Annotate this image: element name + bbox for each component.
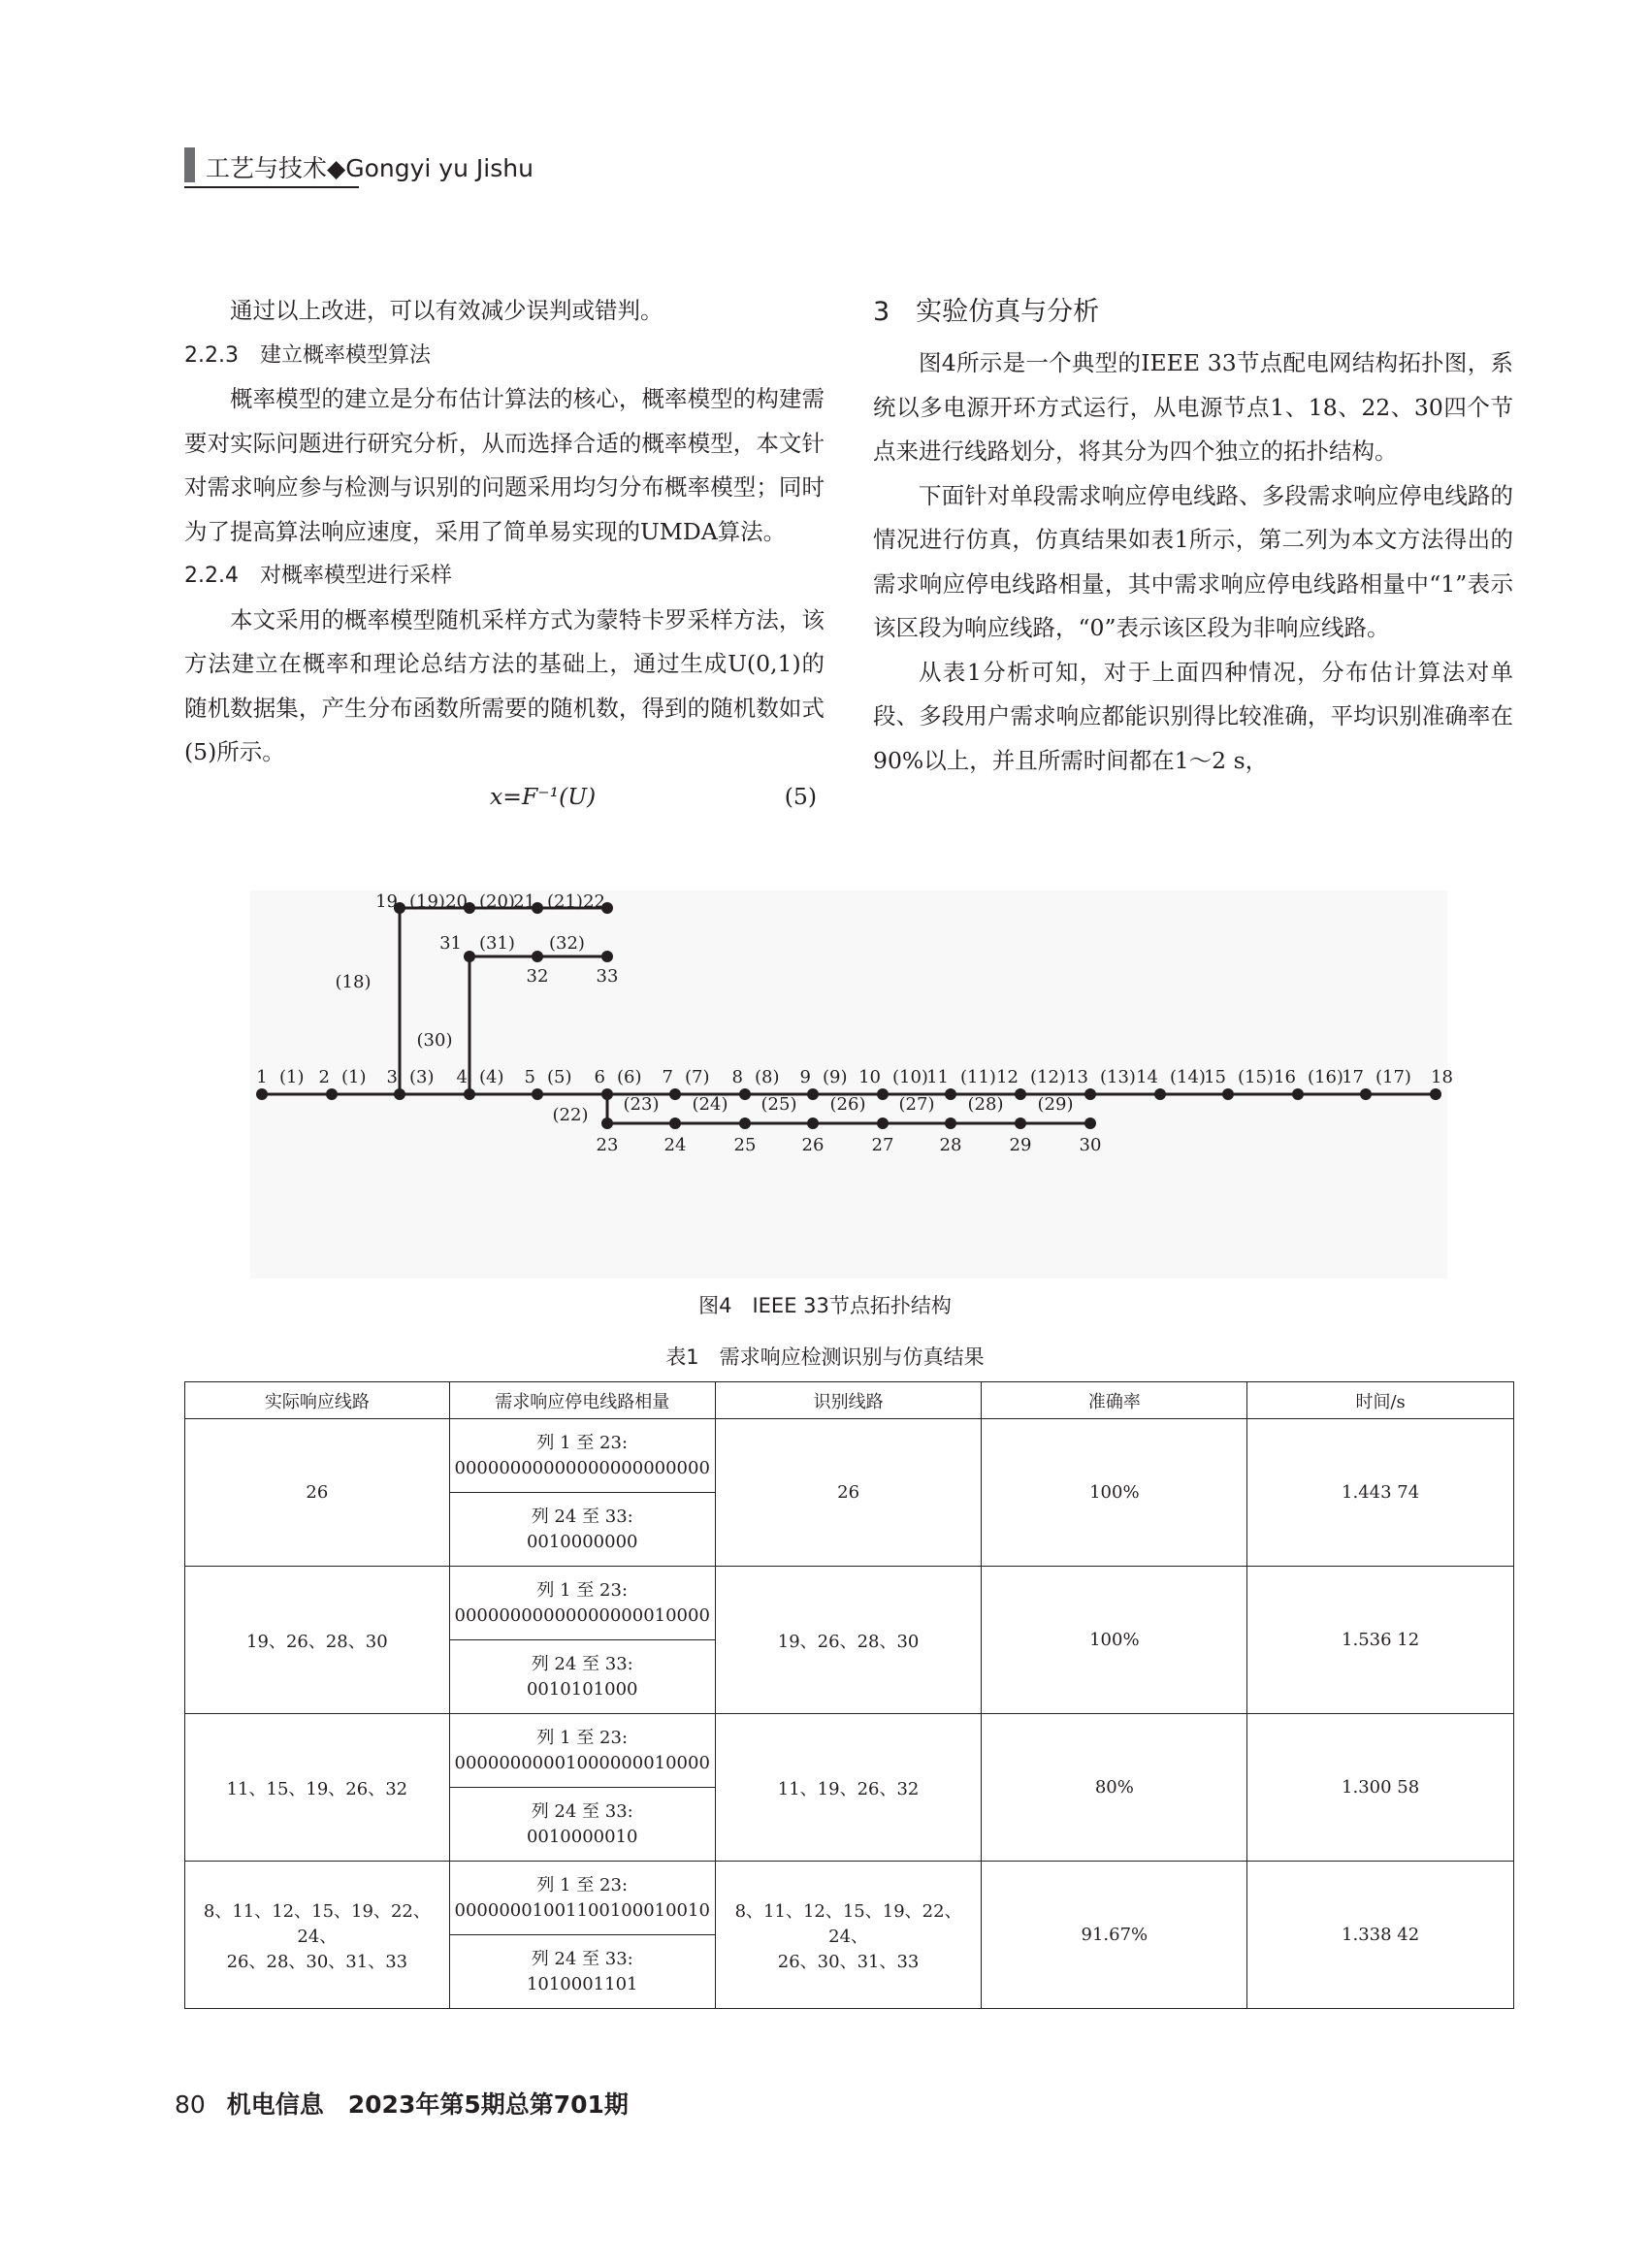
branch-label: (16) xyxy=(1308,1067,1343,1087)
node-label: 25 xyxy=(733,1135,757,1155)
identified-lines-cell: 19、26、28、30 xyxy=(715,1567,982,1714)
branch-label: (22) xyxy=(552,1105,589,1125)
node-label: 7 xyxy=(662,1067,673,1087)
branch-label: (25) xyxy=(760,1094,797,1115)
accuracy-cell: 80% xyxy=(982,1714,1247,1862)
node-label: 3 xyxy=(386,1067,398,1087)
branch-label: (31) xyxy=(479,933,515,954)
node-label: 12 xyxy=(996,1067,1019,1087)
vector-value: 0010101000 xyxy=(526,1678,638,1700)
node-label: 1 xyxy=(256,1067,268,1087)
table-row xyxy=(185,1862,1514,1935)
node-label: 6 xyxy=(594,1067,605,1087)
table-caption: 表1 需求响应检测识别与仿真结果 xyxy=(665,1345,985,1369)
bus-node xyxy=(945,1088,956,1100)
vector-range-label: 列 1 至 23: xyxy=(536,1579,629,1601)
time-cell: 1.536 12 xyxy=(1247,1567,1514,1714)
identified-lines-line: 8、11、12、15、19、22、24、 xyxy=(734,1900,962,1947)
vector-value: 0010000010 xyxy=(526,1826,638,1847)
vector-part-1-cell xyxy=(449,1567,715,1640)
branch-label: (1) xyxy=(341,1067,367,1087)
bus-node xyxy=(669,1088,681,1100)
branch-label: (3) xyxy=(409,1067,435,1087)
node-label: 32 xyxy=(526,966,549,987)
subsection-heading-2-2-4: 2.2.4 对概率模型进行采样 xyxy=(184,564,452,588)
column-header: 实际响应线路 xyxy=(185,1382,450,1419)
node-label: 18 xyxy=(1431,1067,1453,1087)
node-label: 29 xyxy=(1009,1135,1032,1155)
node-label: 24 xyxy=(663,1135,687,1155)
vector-part-1-cell xyxy=(449,1419,715,1493)
vector-value: 00000000000000000010000 xyxy=(454,1604,710,1626)
vector-part-1-cell xyxy=(449,1714,715,1788)
branch-label: (5) xyxy=(547,1067,572,1087)
identified-lines-cell xyxy=(715,1862,982,2009)
vector-part-2-cell xyxy=(449,1640,715,1714)
time-cell: 1.443 74 xyxy=(1247,1419,1514,1567)
journal-issue: 机电信息 2023年第5期总第701期 xyxy=(226,2090,629,2119)
ieee33-topology-diagram xyxy=(250,891,1453,1279)
branch-label: (15) xyxy=(1238,1067,1274,1087)
identified-lines-line: 26、30、31、33 xyxy=(777,1951,920,1972)
actual-lines-cell: 19、26、28、30 xyxy=(185,1567,450,1714)
branch-label: (19) xyxy=(409,891,445,912)
paragraph: 本文采用的概率模型随机采样方式为蒙特卡罗采样方法，该方法建立在概率和理论总结方法的基础上，通过生成U(0,1)的随机数据集，产生分布函数所需要的随机数，得到的随机数如式(5)所示。 xyxy=(184,605,825,765)
paragraph: 概率模型的建立是分布估计算法的核心，概率模型的构建需要对实际问题进行研究分析，从而选择合适的概率模型，本文针对需求响应参与检测与识别的问题采用均匀分布概率模型；同时为了提高算法响应速度，采用了简单易实现的UMDA算法。 xyxy=(184,385,825,545)
equation-body: x=F⁻¹(U) xyxy=(490,782,597,810)
bus-node xyxy=(1015,1118,1026,1129)
bus-node xyxy=(1222,1088,1234,1100)
page-number: 80 xyxy=(175,2090,206,2119)
bus-node xyxy=(601,1118,613,1129)
bus-node xyxy=(1430,1088,1441,1100)
node-label: 27 xyxy=(871,1135,894,1155)
node-label: 31 xyxy=(439,933,462,954)
node-label: 23 xyxy=(596,1135,619,1155)
node-label: 2 xyxy=(318,1067,330,1087)
table-row xyxy=(185,1714,1514,1788)
node-label: 13 xyxy=(1066,1067,1088,1087)
column-header: 识别线路 xyxy=(715,1382,982,1419)
vector-part-2-cell xyxy=(449,1788,715,1862)
branch-label: (28) xyxy=(967,1094,1004,1115)
table-header-row xyxy=(185,1382,1514,1419)
node-label: 11 xyxy=(926,1067,949,1087)
vector-value: 00000000000000000000000 xyxy=(454,1457,710,1478)
bus-node xyxy=(807,1088,819,1100)
vector-range-label: 列 24 至 33: xyxy=(531,1800,633,1822)
vector-value: 1010001101 xyxy=(526,1973,638,1994)
branch-label: (17) xyxy=(1375,1067,1411,1087)
actual-lines-line: 8、11、12、15、19、22、24、 xyxy=(203,1900,431,1947)
branch-label: (23) xyxy=(623,1094,660,1115)
vector-range-label: 列 24 至 33: xyxy=(531,1506,633,1527)
page-footer xyxy=(175,2086,629,2121)
subsection-heading-2-2-3: 2.2.3 建立概率模型算法 xyxy=(184,342,431,368)
bus-node xyxy=(1360,1088,1372,1100)
branch-label: (9) xyxy=(823,1067,848,1087)
bus-node xyxy=(601,951,613,962)
vector-range-label: 列 1 至 23: xyxy=(536,1727,629,1748)
column-header: 时间/s xyxy=(1247,1382,1514,1419)
node-label: 33 xyxy=(596,966,619,987)
vector-part-1-cell xyxy=(449,1862,715,1935)
node-label: 14 xyxy=(1136,1067,1158,1087)
paragraph: 通过以上改进，可以有效减少误判或错判。 xyxy=(230,297,663,324)
node-label: 4 xyxy=(456,1067,468,1087)
branch-label: (27) xyxy=(898,1094,935,1115)
vector-part-2-cell xyxy=(449,1935,715,2009)
branch-label: (4) xyxy=(479,1067,504,1087)
bus-node xyxy=(945,1118,956,1129)
bus-node xyxy=(739,1088,751,1100)
branch-label: (21) xyxy=(547,891,583,912)
bus-node xyxy=(256,1088,268,1100)
bus-node xyxy=(669,1118,681,1129)
vector-value: 0010000000 xyxy=(526,1531,638,1552)
equation-number: (5) xyxy=(784,782,817,810)
header-rule xyxy=(184,186,359,188)
node-label: 26 xyxy=(801,1135,825,1155)
accuracy-cell: 100% xyxy=(982,1567,1247,1714)
bus-node xyxy=(326,1088,338,1100)
actual-lines-line: 26、28、30、31、33 xyxy=(226,1951,408,1972)
header-text: 工艺与技术◆Gongyi yu Jishu xyxy=(206,154,534,182)
branch-label: (7) xyxy=(685,1067,710,1087)
figure-caption: 图4 IEEE 33节点拓扑结构 xyxy=(698,1294,952,1317)
bus-node xyxy=(1084,1088,1096,1100)
node-label: 17 xyxy=(1342,1067,1364,1087)
paragraph: 下面针对单段需求响应停电线路、多段需求响应停电线路的情况进行仿真，仿真结果如表1所示，第二列为本文方法得出的需求响应停电线路相量，其中需求响应停电线路相量中“1”表示该区段为响应线路，“0”表示该区段为非响应线路。 xyxy=(873,481,1513,641)
topology-figure xyxy=(250,891,1453,1279)
bus-node xyxy=(532,951,543,962)
node-label: 20 xyxy=(445,891,468,912)
branch-label: (20) xyxy=(479,891,515,912)
accuracy-cell: 100% xyxy=(982,1419,1247,1567)
right-column xyxy=(873,289,1513,783)
branch-label: (6) xyxy=(617,1067,642,1087)
vector-value: 00000001001100100010010 xyxy=(454,1899,710,1921)
node-label: 16 xyxy=(1274,1067,1296,1087)
branch-label: (13) xyxy=(1100,1067,1136,1087)
node-label: 30 xyxy=(1079,1135,1102,1155)
left-column xyxy=(184,289,825,819)
column-header: 需求响应停电线路相量 xyxy=(449,1382,715,1419)
branch-label: (24) xyxy=(692,1094,728,1115)
branch-label: (12) xyxy=(1030,1067,1066,1087)
time-cell: 1.300 58 xyxy=(1247,1714,1514,1862)
time-cell: 1.338 42 xyxy=(1247,1862,1514,2009)
accuracy-cell: 91.67% xyxy=(982,1862,1247,2009)
bus-node xyxy=(532,1088,543,1100)
branch-label: (29) xyxy=(1037,1094,1074,1115)
table-row xyxy=(185,1419,1514,1493)
node-label: 10 xyxy=(858,1067,881,1087)
identified-lines-cell: 11、19、26、32 xyxy=(715,1714,982,1862)
vector-part-2-cell xyxy=(449,1493,715,1567)
vector-range-label: 列 1 至 23: xyxy=(536,1432,629,1453)
branch-label: (1) xyxy=(279,1067,305,1087)
branch-label: (8) xyxy=(755,1067,780,1087)
bus-node xyxy=(807,1118,819,1129)
results-table xyxy=(184,1381,1514,2009)
paragraph: 图4所示是一个典型的IEEE 33节点配电网结构拓扑图，系统以多电源开环方式运行，从电源节点1、18、22、30四个节点来进行线路划分，将其分为四个独立的拓扑结构。 xyxy=(873,349,1513,465)
node-label: 15 xyxy=(1204,1067,1226,1087)
bus-node xyxy=(1292,1088,1304,1100)
vector-range-label: 列 24 至 33: xyxy=(531,1948,633,1969)
bus-node xyxy=(1015,1088,1026,1100)
node-label: 22 xyxy=(583,891,605,912)
actual-lines-cell: 26 xyxy=(185,1419,450,1567)
table-row xyxy=(185,1567,1514,1640)
node-label: 28 xyxy=(939,1135,962,1155)
node-label: 5 xyxy=(524,1067,535,1087)
node-label: 9 xyxy=(799,1067,811,1087)
node-label: 21 xyxy=(513,891,535,912)
bus-node xyxy=(1154,1088,1166,1100)
column-header: 准确率 xyxy=(982,1382,1247,1419)
identified-lines-cell: 26 xyxy=(715,1419,982,1567)
bus-node xyxy=(877,1088,889,1100)
branch-label: (10) xyxy=(892,1067,928,1087)
vector-range-label: 列 1 至 23: xyxy=(536,1874,629,1895)
actual-lines-cell xyxy=(185,1862,450,2009)
bus-node xyxy=(1084,1118,1096,1129)
section-heading-3: 3 实验仿真与分析 xyxy=(873,297,1100,327)
paragraph: 从表1分析可知，对于上面四种情况，分布估计算法对单段、多段用户需求响应都能识别得比较准确，平均识别准确率在90%以上，并且所需时间都在1～2 s， xyxy=(873,658,1513,774)
bus-node xyxy=(739,1118,751,1129)
running-header xyxy=(184,144,534,188)
branch-label: (11) xyxy=(960,1067,996,1087)
bus-node xyxy=(877,1118,889,1129)
node-label: 19 xyxy=(375,891,398,912)
equation-5 xyxy=(184,775,825,819)
bus-node xyxy=(464,951,475,962)
branch-label: (18) xyxy=(335,972,372,992)
branch-label: (14) xyxy=(1170,1067,1206,1087)
actual-lines-cell: 11、15、19、26、32 xyxy=(185,1714,450,1862)
branch-label: (32) xyxy=(549,933,585,954)
node-label: 8 xyxy=(731,1067,743,1087)
branch-label: (30) xyxy=(416,1030,453,1051)
vector-value: 00000000001000000010000 xyxy=(454,1752,710,1773)
header-bar xyxy=(184,147,195,182)
vector-range-label: 列 24 至 33: xyxy=(531,1653,633,1674)
branch-label: (26) xyxy=(829,1094,866,1115)
